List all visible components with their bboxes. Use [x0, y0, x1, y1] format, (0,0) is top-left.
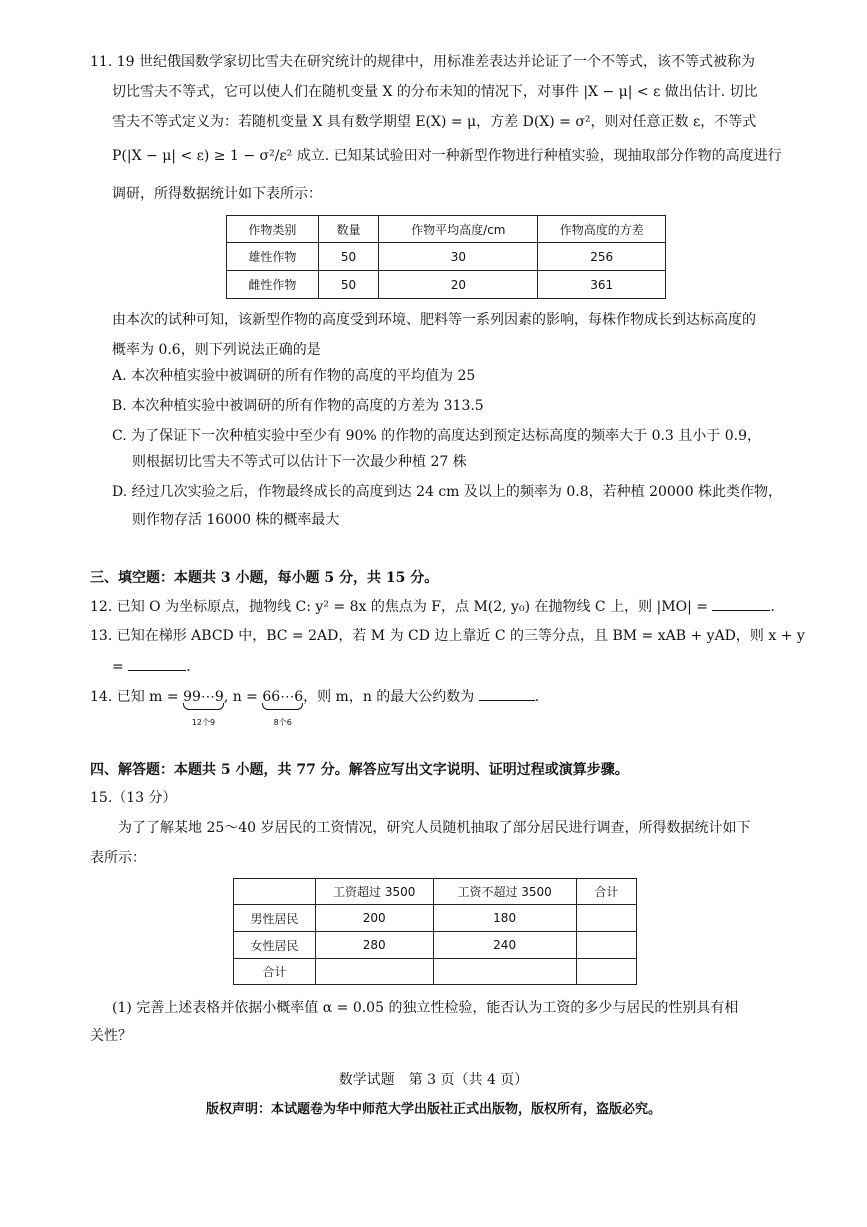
q11-line-2: 切比雪夫不等式，它可以使人们在随机变量 X 的分布未知的情况下，对事件 |X − μ| < ε 做出估计. 切比 [112, 84, 758, 100]
table-cell: 256 [538, 243, 666, 271]
q11-option-a: A. 本次种植实验中被调研的所有作物的高度的平均值为 25 [112, 368, 476, 384]
table-header-row [227, 216, 666, 243]
table-header-cell [234, 879, 316, 905]
q11-option-c-1: C. 为了保证下一次种植实验中至少有 90% 的作物的高度达到预定达标高度的频率大于 0.3 且小于 0.9， [112, 428, 762, 444]
table-row [234, 959, 637, 985]
q12: 12. 已知 O 为坐标原点，抛物线 C: y² = 8x 的焦点为 F，点 M(2, y₀) 在抛物线 C 上，则 |MO| = . [90, 596, 775, 617]
q15-line-2: 表所示： [90, 850, 146, 866]
crop-data-table [226, 215, 666, 299]
q11-option-b: B. 本次种植实验中被调研的所有作物的高度的方差为 313.5 [112, 398, 484, 414]
q11-line-3: 雪夫不等式定义为：若随机变量 X 具有数学期望 E(X) = μ，方差 D(X) = σ²，则对任意正数 ε，不等式 [112, 114, 757, 130]
table-cell: 雌性作物 [227, 271, 319, 299]
table-header-cell: 工资不超过 3500 [433, 879, 576, 905]
table-header-cell: 数量 [318, 216, 378, 243]
q11-option-c-2: 则根据切比雪夫不等式可以估计下一次最少种植 27 株 [132, 454, 467, 470]
table-cell: 180 [433, 905, 576, 932]
table-cell [576, 959, 636, 985]
table-cell [315, 959, 433, 985]
q14-n-value [262, 687, 304, 727]
q12-answer-blank [712, 596, 770, 611]
table-cell: 50 [318, 271, 378, 299]
q14-m-digits: 99⋯9 [183, 689, 224, 705]
section-4-heading: 四、解答题：本题共 5 小题，共 77 分。解答应写出文字说明、证明过程或演算步骤。 [90, 762, 629, 778]
q15-title: 15.（13 分） [90, 790, 177, 806]
salary-data-table [233, 878, 637, 985]
table-cell: 20 [379, 271, 538, 299]
table-header-cell: 作物高度的方差 [538, 216, 666, 243]
table-row [227, 243, 666, 271]
underbrace-icon [262, 703, 303, 710]
q15-part1-line-2: 关性？ [90, 1028, 132, 1044]
table-cell: 50 [318, 243, 378, 271]
table-cell: 雄性作物 [227, 243, 319, 271]
q13-line-2: = . [112, 656, 191, 677]
q14-answer-blank [479, 686, 535, 701]
q13-equals: = [112, 659, 124, 675]
q11-after-2: 概率为 0.6，则下列说法正确的是 [112, 342, 321, 358]
q14-middle: , n = [223, 689, 258, 705]
table-header-row [234, 879, 637, 905]
q13-line-1: 13. 已知在梯形 ABCD 中，BC = 2AD，若 M 为 CD 边上靠近 C 的三等分点，且 BM = xAB + yAD，则 x + y [90, 628, 805, 644]
q15-part1-line-1: (1) 完善上述表格并依据小概率值 α = 0.05 的独立性检验，能否认为工资的多少与居民的性别具有相 [112, 1000, 739, 1016]
table-cell: 男性居民 [234, 905, 316, 932]
q14-prefix: 14. 已知 m = [90, 689, 179, 705]
q11-line-4: P(|X − μ| < ε) ≥ 1 − σ²/ε² 成立. 已知某试验田对一种新型作物进行种植实验，现抽取部分作物的高度进行 [112, 148, 782, 164]
q13-answer-blank [128, 656, 186, 671]
table-header-cell: 作物类别 [227, 216, 319, 243]
q15-line-1: 为了了解某地 25～40 岁居民的工资情况，研究人员随机抽取了部分居民进行调查，所得数据统计如下 [118, 820, 751, 836]
table-row [234, 905, 637, 932]
table-header-cell: 作物平均高度/cm [379, 216, 538, 243]
q14-m-value [183, 687, 224, 727]
q14-n-digits: 66⋯6 [262, 689, 304, 705]
table-row [227, 271, 666, 299]
table-cell: 240 [433, 932, 576, 959]
q11-after-1: 由本次的试种可知，该新型作物的高度受到环境、肥料等一系列因素的影响，每株作物成长到达标高度的 [112, 312, 756, 328]
table-cell: 30 [379, 243, 538, 271]
q11-line-1: 11. 19 世纪俄国数学家切比雪夫在研究统计的规律中，用标准差表达并论证了一个不等式，该不等式被称为 [90, 54, 755, 70]
page-number: 数学试题 第 3 页（共 4 页） [338, 1072, 529, 1088]
table-row [234, 932, 637, 959]
table-header-cell: 合计 [576, 879, 636, 905]
copyright-notice: 版权声明：本试题卷为华中师范大学出版社正式出版物，版权所有，盗版必究。 [205, 1102, 661, 1117]
section-3-heading: 三、填空题：本题共 3 小题，每小题 5 分，共 15 分。 [90, 570, 439, 586]
table-cell [433, 959, 576, 985]
q14: 14. 已知 m = 99⋯9 12个9 , n = 66⋯6 8个6 ，则 m，n 的最大公约数为 . [90, 686, 539, 707]
q12-text: 12. 已知 O 为坐标原点，抛物线 C: y² = 8x 的焦点为 F，点 M(2, y₀) 在抛物线 C 上，则 |MO| = [90, 599, 708, 615]
table-cell [576, 932, 636, 959]
table-cell: 合计 [234, 959, 316, 985]
table-cell: 女性居民 [234, 932, 316, 959]
q11-option-d-2: 则作物存活 16000 株的概率最大 [132, 512, 340, 528]
q11-line-5: 调研，所得数据统计如下表所示： [112, 186, 322, 202]
q14-suffix: ，则 m，n 的最大公约数为 [303, 689, 475, 705]
table-cell: 361 [538, 271, 666, 299]
table-cell: 200 [315, 905, 433, 932]
underbrace-icon [183, 703, 224, 710]
table-cell: 280 [315, 932, 433, 959]
table-cell [576, 905, 636, 932]
q14-m-count: 12个9 [191, 718, 216, 727]
q11-option-d-1: D. 经过几次实验之后，作物最终成长的高度到达 24 cm 及以上的频率为 0.8，若种植 20000 株此类作物， [112, 484, 783, 500]
q14-n-count: 8个6 [273, 718, 292, 727]
table-header-cell: 工资超过 3500 [315, 879, 433, 905]
